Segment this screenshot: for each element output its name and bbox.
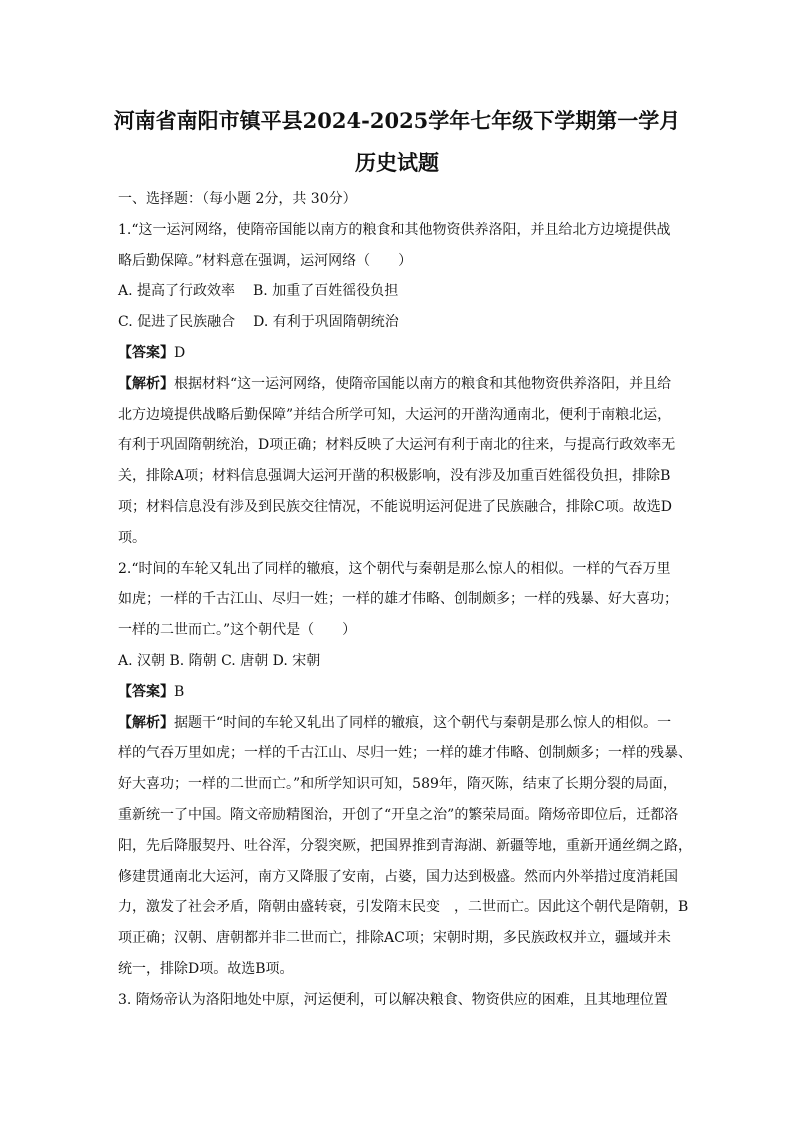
analysis-text: 根据材料“这一运河网络，使隋帝国能以南方的粮食和其他物资供养洛阳，并且给 [174,375,672,392]
answer-label: 【答案】 [118,344,174,361]
section-header: 一、选择题：（每小题 2分，共 30分） [118,191,357,207]
q1-stem-line-1: 1.“这一运河网络，使隋帝国能以南方的粮食和其他物资供养洛阳，并且给北方边境提供战 [118,221,671,238]
q2-options: A. 汉朝 B. 隋朝 C. 唐朝 D. 宋朝 [118,652,321,669]
q3-stem-line-1: 3. 隋炀帝认为洛阳地处中原，河运便利，可以解决粮食、物资供应的困难，且其地理位置 [118,991,668,1008]
q1-analysis-line-6: 项。 [118,529,146,546]
q1-options-row-2 [118,307,678,338]
analysis-label: 【解析】 [118,714,174,731]
q1-analysis-line-3: 有利于巩固隋朝统治，D项正确；材料反映了大运河有利于南北的往来，与提高行政效率无 [118,437,676,454]
analysis-text: 据题干“时间的车轮又轧出了同样的辙痕，这个朝代与秦朝是那么惊人的相似。一 [174,714,672,731]
document-body [118,184,692,1016]
answer-value: B [174,683,185,700]
q1-option-a: A. 提高了行政效率 [118,283,236,300]
document-title: 河南省南阳市镇平县2024-2025学年七年级下学期第一学月 [113,108,681,133]
q2-stem-line-2: 如虎；一样的千古江山、尽归一姓；一样的雄才伟略、创制颇多；一样的残暴、好大喜功； [118,591,678,608]
q2-analysis-line-8: 项正确；汉朝、唐朝都并非二世而亡，排除AC项；宋朝时期，多民族政权并立，疆域并未 [118,930,671,947]
answer-label: 【答案】 [118,683,174,700]
q2-analysis-line-1 [118,708,678,739]
q2-answer [118,677,678,708]
q1-analysis-line-4: 关，排除A项；材料信息强调大运河开凿的积极影响，没有涉及加重百姓徭役负担，排除B [118,468,671,485]
q2-analysis-line-9: 统一，排除D项。故选B项。 [118,960,294,977]
q1-analysis-line-2: 北方边境提供战略后勤保障”并结合所学可知，大运河的开凿沟通南北，便利于南粮北运， [118,406,672,423]
q1-analysis-line-5: 项；材料信息没有涉及到民族交往情况，不能说明运河促进了民族融合，排除C项。故选D [118,498,672,515]
q1-option-c: C. 促进了民族融合 [118,314,236,331]
q2-analysis-line-6: 修建贯通南北大运河，南方又降服了安南，占婆，国力达到极盛。然而内外举措过度消耗国 [118,868,678,885]
answer-value: D [174,344,186,361]
q2-analysis-line-5: 阳，先后降服契丹、吐谷浑，分裂突厥，把国界推到青海湖、新疆等地，重新开通丝绸之路， [118,837,692,854]
q1-option-b: B. 加重了百姓徭役负担 [253,283,399,300]
q1-stem-line-2: 略后勤保障。”材料意在强调，运河网络（ ） [118,252,413,269]
q2-analysis-line-4: 重新统一了中国。隋文帝励精图治，开创了“开皇之治”的繁荣局面。隋炀帝即位后，迁都洛 [118,806,679,823]
analysis-label: 【解析】 [118,375,174,392]
q1-analysis-line-1 [118,369,678,400]
q2-analysis-line-7: 力，激发了社会矛盾，隋朝由盛转衰，引发隋末民变 ，二世而亡。因此这个朝代是隋朝，B [118,899,689,916]
q2-stem-line-1: 2.“时间的车轮又轧出了同样的辙痕，这个朝代与秦朝是那么惊人的相似。一样的气吞万里 [118,560,671,577]
q1-options-row-1 [118,276,678,307]
q1-answer [118,338,678,369]
q2-analysis-line-3: 好大喜功；一样的二世而亡。”和所学知识可知，589年，隋灭陈，结束了长期分裂的局面， [118,776,677,793]
q1-option-d: D. 有利于巩固隋朝统治 [253,314,399,331]
q2-stem-line-3: 一样的二世而亡。”这个朝代是（ ） [118,622,357,639]
q2-analysis-line-2: 样的气吞万里如虎；一样的千古江山、尽归一姓；一样的雄才伟略、创制颇多；一样的残暴、 [118,745,692,762]
document-subtitle: 历史试题 [355,150,439,175]
